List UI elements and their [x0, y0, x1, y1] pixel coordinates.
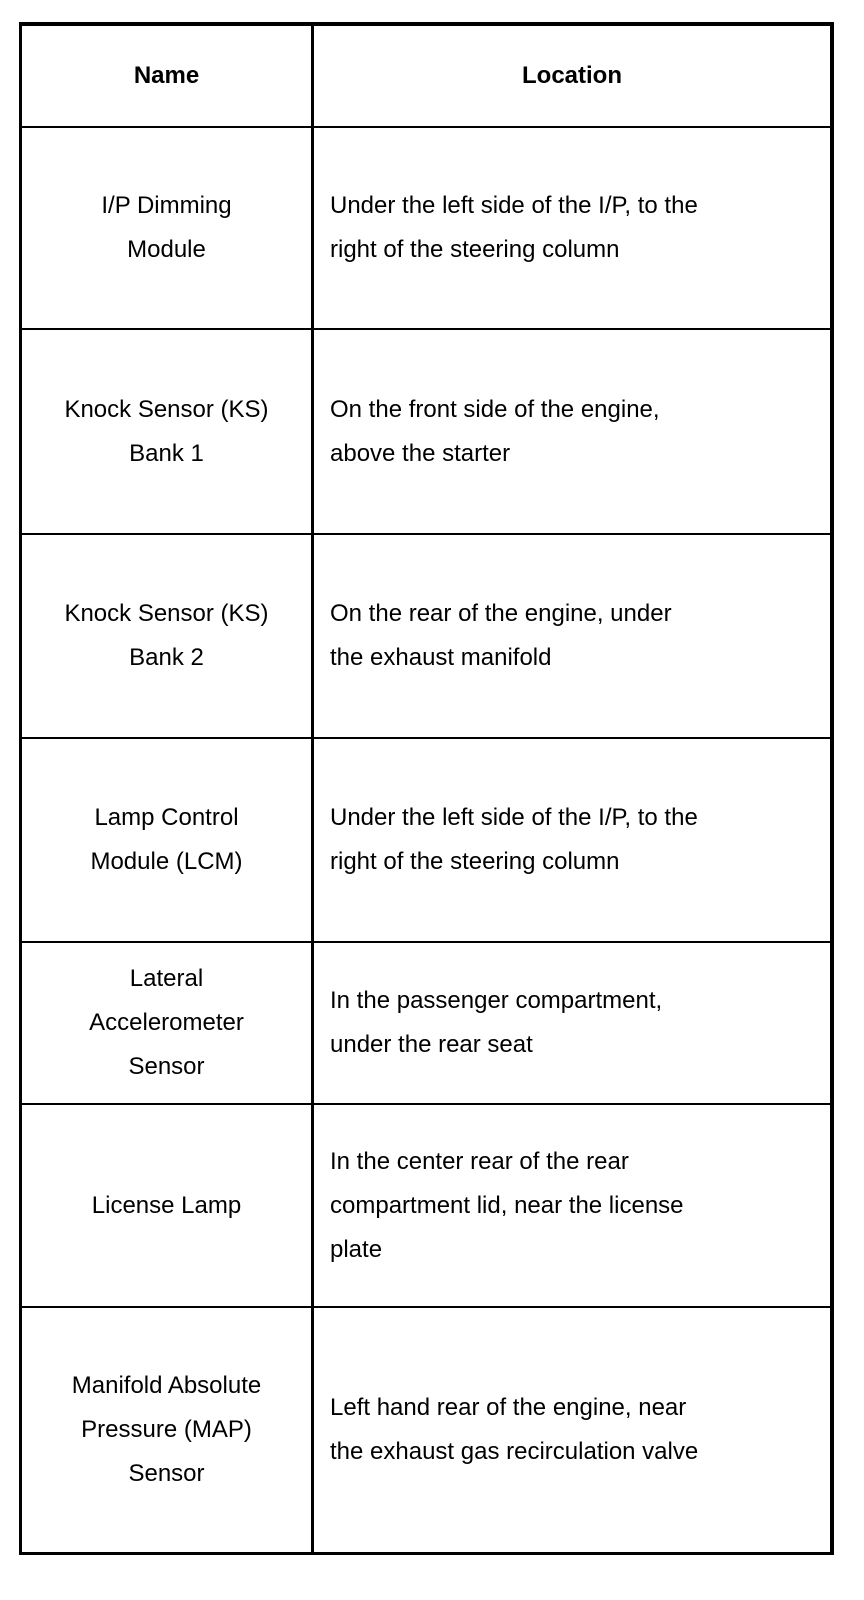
- name-line: License Lamp: [91, 1191, 242, 1219]
- name-line: I/P Dimming: [101, 192, 232, 219]
- name-cell: [22, 535, 314, 737]
- name-cell: [22, 330, 314, 533]
- location-line: Under the left side of the I/P, to the: [330, 804, 698, 831]
- table-row: [22, 1308, 830, 1552]
- name-line: Knock Sensor (KS): [64, 395, 269, 423]
- location-line: Under the left side of the I/P, to the: [330, 192, 698, 219]
- table-row: [22, 943, 830, 1105]
- location-line: right of the steering column: [330, 236, 620, 263]
- name-line: Bank 2: [129, 644, 204, 671]
- name-line: Lateral: [129, 965, 204, 992]
- location-line: the exhaust manifold: [330, 644, 552, 671]
- table-body: [22, 128, 830, 1552]
- location-line: compartment lid, near the license: [330, 1191, 684, 1219]
- location-line: In the center rear of the rear: [330, 1147, 629, 1175]
- table-row: [22, 1105, 830, 1308]
- location-line: plate: [330, 1235, 383, 1263]
- name-cell: [22, 128, 314, 328]
- location-line: On the rear of the engine, under: [330, 600, 672, 627]
- name-line: Knock Sensor (KS): [64, 600, 269, 627]
- name-line: Manifold Absolute: [71, 1372, 262, 1399]
- name-line: Bank 1: [129, 439, 204, 467]
- name-cell: [22, 1105, 314, 1306]
- location-line: In the passenger compartment,: [330, 987, 663, 1014]
- name-cell: [22, 1308, 314, 1552]
- location-cell: [314, 739, 830, 941]
- location-line: right of the steering column: [330, 848, 620, 875]
- table-row: [22, 535, 830, 739]
- name-line: Accelerometer: [89, 1009, 244, 1036]
- name-line: Sensor: [128, 1053, 205, 1080]
- header-location: Location: [522, 62, 622, 89]
- component-location-table: [19, 22, 834, 1555]
- name-line: Sensor: [128, 1460, 205, 1487]
- name-line: Lamp Control: [94, 804, 239, 831]
- location-line: On the front side of the engine,: [330, 395, 660, 423]
- location-line: under the rear seat: [330, 1031, 533, 1058]
- table-row: [22, 128, 830, 330]
- location-cell: [314, 128, 830, 328]
- name-line: Module (LCM): [90, 848, 243, 875]
- header-location-cell: [314, 26, 830, 126]
- table-header-row: [22, 26, 830, 128]
- table-row: [22, 739, 830, 943]
- location-cell: [314, 1308, 830, 1552]
- name-cell: [22, 943, 314, 1103]
- location-line: above the starter: [330, 439, 511, 467]
- header-name: Name: [133, 62, 200, 89]
- name-line: Module: [127, 236, 206, 263]
- location-line: the exhaust gas recirculation valve: [330, 1438, 699, 1465]
- location-cell: [314, 943, 830, 1103]
- table-row: [22, 330, 830, 535]
- header-name-cell: [22, 26, 314, 126]
- location-cell: [314, 535, 830, 737]
- location-cell: [314, 330, 830, 533]
- location-cell: [314, 1105, 830, 1306]
- name-line: Pressure (MAP): [81, 1416, 252, 1443]
- location-line: Left hand rear of the engine, near: [330, 1394, 687, 1421]
- name-cell: [22, 739, 314, 941]
